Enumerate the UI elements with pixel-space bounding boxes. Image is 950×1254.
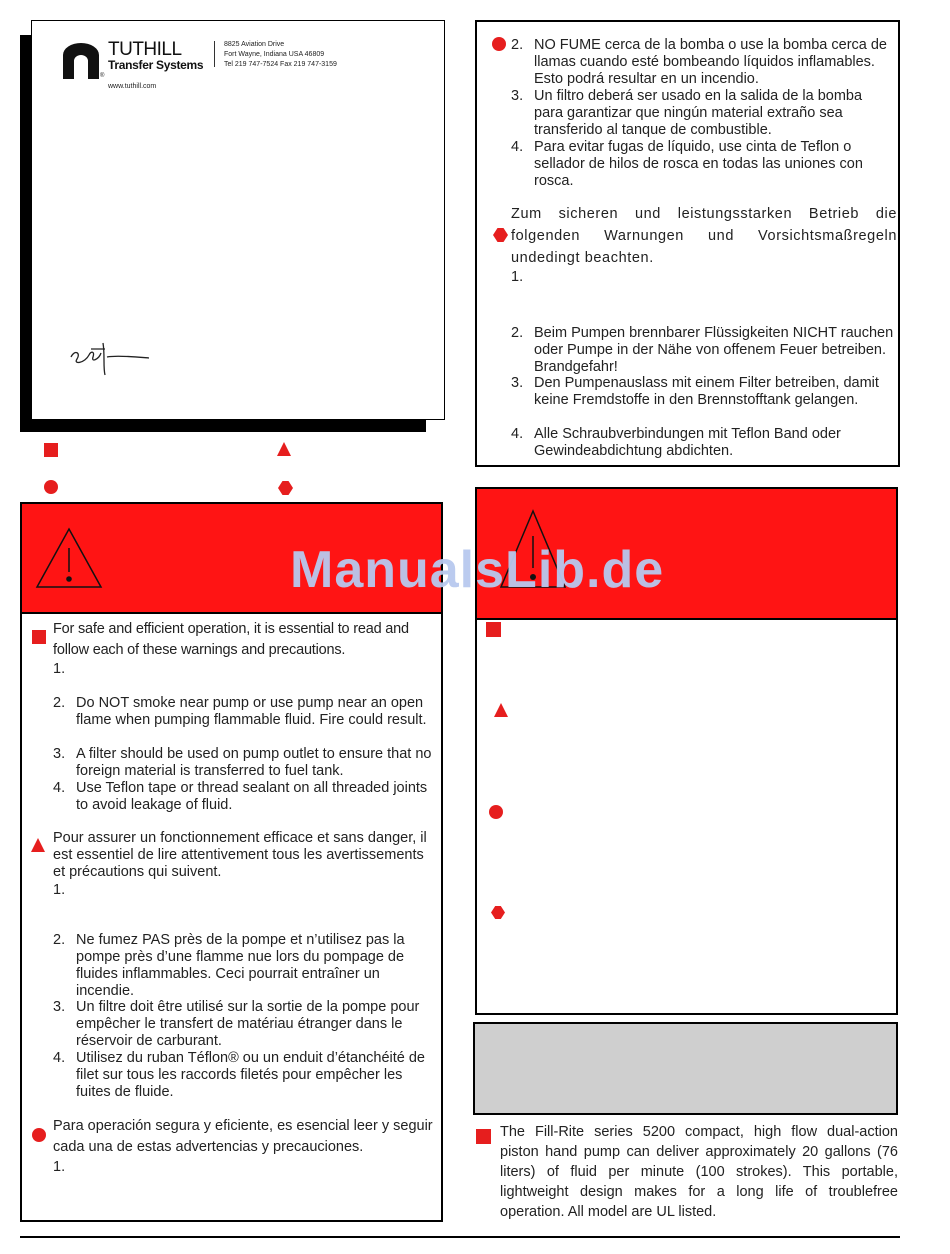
item-number: 4.: [53, 780, 66, 796]
item-number: 4.: [53, 1050, 66, 1066]
registered-mark: ®: [100, 73, 105, 79]
french-warning-2: [53, 932, 437, 1000]
spanish-marker-icon: [492, 37, 506, 51]
item-number: 3.: [511, 88, 524, 104]
spanish-marker-icon: [32, 1128, 46, 1142]
french-marker-icon: [494, 703, 508, 717]
item-text: Para evitar fugas de líquido, use cinta de Teflon o sellador de hilos de rosca en todas las uniones con rosca.: [534, 139, 863, 189]
website: www.tuthill.com: [108, 83, 157, 90]
tuthill-logo-icon: [61, 41, 101, 81]
german-marker-icon: [493, 228, 508, 242]
item-text: Un filtro deberá ser usado en la salida de la bomba para garantizar que ningún material extraño sea transferido al tanque de combustible.: [534, 88, 863, 138]
item-text: NO FUME cerca de la bomba o use la bomba cerca de llamas cuando esté bombeando líquidos inflamables. Esto podrá resultar en un incendio.: [534, 37, 887, 87]
phone-fax: Tel 219 747-7524 Fax 219 747-3159: [224, 61, 337, 68]
french-item-1: 1.: [53, 882, 66, 898]
spanish-intro: Para operación segura y eficiente, es esencial leer y seguir cada una de estas advertencias y precauciones.: [53, 1118, 433, 1155]
item-text: Ne fumez PAS près de la pompe et n’utilisez pas la pompe près d’une flamme nue lors du pompage de fluides inflammables. Ceci pourrait entraîner un incendie.: [76, 932, 405, 999]
english-marker-icon: [32, 630, 46, 644]
english-warning-2: [53, 695, 437, 729]
german-warning-3: [511, 375, 895, 409]
item-number: 2.: [53, 932, 66, 948]
french-warning-3: [53, 999, 437, 1050]
german-intro: Zum sicheren und leistungsstarken Betrieb die folgenden Warnungen und Vorsichtsmaßregeln undedingt beachten.: [511, 206, 897, 266]
item-text: Use Teflon tape or thread sealant on all threaded joints to avoid leakage of fluid.: [76, 780, 428, 813]
french-warning-4: [53, 1050, 437, 1101]
english-intro: For safe and efficient operation, it is essential to read and follow each of these warnings and precautions.: [53, 621, 409, 658]
signature-image: [67, 339, 152, 379]
item-number: 4.: [511, 426, 524, 442]
bottom-rule: [20, 1236, 900, 1238]
item-number: 2.: [511, 37, 524, 53]
english-warning-3: [53, 746, 437, 780]
french-marker-icon: [31, 838, 45, 852]
spanish-item-1: 1.: [53, 1159, 66, 1175]
letterhead-card: [31, 20, 445, 420]
german-warning-4: [511, 426, 895, 460]
item-text: Alle Schraubverbindungen mit Teflon Band oder Gewindeabdichtung abdichten.: [534, 426, 841, 459]
german-warning-2: [511, 325, 895, 376]
german-marker-icon: [491, 906, 505, 919]
item-text: Do NOT smoke near pump or use pump near an open flame when pumping flammable fluid. Fire could result.: [76, 695, 427, 728]
item-text: A filter should be used on pump outlet to ensure that no foreign material is transferred to fuel tank.: [76, 746, 432, 779]
company-subname: Transfer Systems: [108, 58, 204, 72]
spanish-marker-icon: [489, 805, 503, 819]
watermark: ManualsLib.de: [290, 541, 665, 599]
spanish-marker-icon: [44, 480, 58, 494]
spanish-warning-2: [511, 37, 895, 88]
english-marker-icon: [476, 1129, 491, 1144]
german-item-1: 1.: [511, 269, 524, 285]
spanish-warning-3: [511, 88, 895, 139]
address-line-2: Fort Wayne, Indiana USA 46809: [224, 51, 325, 58]
item-text: Un filtre doit être utilisé sur la sortie de la pompe pour empêcher le transfert de matériau étranger dans le réservoir de carburant.: [76, 999, 420, 1049]
english-marker-icon: [44, 443, 58, 457]
spanish-german-warnings-box: [475, 20, 900, 467]
warning-triangle-icon: [34, 526, 104, 590]
item-text: Utilisez du ruban Téflon® ou un enduit d’étanchéité de filet sur tous les raccords filetés pour empêcher les fuites de fluide.: [76, 1050, 425, 1100]
item-number: 2.: [53, 695, 66, 711]
item-number: 3.: [53, 746, 66, 762]
item-number: 3.: [511, 375, 524, 391]
item-number: 4.: [511, 139, 524, 155]
french-intro: Pour assurer un fonctionnement efficace et sans danger, il est essentiel de lire attentivement tous les avertissements et précautions qui suivent.: [53, 830, 427, 880]
german-marker-icon: [278, 481, 293, 495]
french-marker-icon: [277, 442, 291, 456]
left-warnings-box: [20, 502, 443, 1222]
gray-panel: [473, 1022, 898, 1115]
item-number: 3.: [53, 999, 66, 1015]
item-number: 2.: [511, 325, 524, 341]
item-text: Beim Pumpen brennbarer Flüssigkeiten NICHT rauchen oder Pumpe in der Nähe von offenem Feuer betreiben. Brandgefahr!: [534, 325, 894, 375]
address-line-1: 8825 Aviation Drive: [224, 41, 285, 48]
product-description: The Fill-Rite series 5200 compact, high flow dual-action piston hand pump can deliver approximately 20 gallons (76 liters) of fluid per minute (100 strokes). This portable, lightweight design makes for a long life of troublefree operation. All model are UL listed.: [500, 1124, 898, 1220]
item-text: Den Pumpenauslass mit einem Filter betreiben, damit keine Fremdstoffe in den Brennstofftank gelangen.: [534, 375, 879, 408]
english-marker-icon: [486, 622, 501, 637]
english-item-1: 1.: [53, 661, 66, 677]
header-divider: [214, 41, 215, 67]
english-warning-4: [53, 780, 437, 814]
company-name: TUTHILL: [108, 39, 182, 60]
spanish-warning-4: [511, 139, 895, 190]
